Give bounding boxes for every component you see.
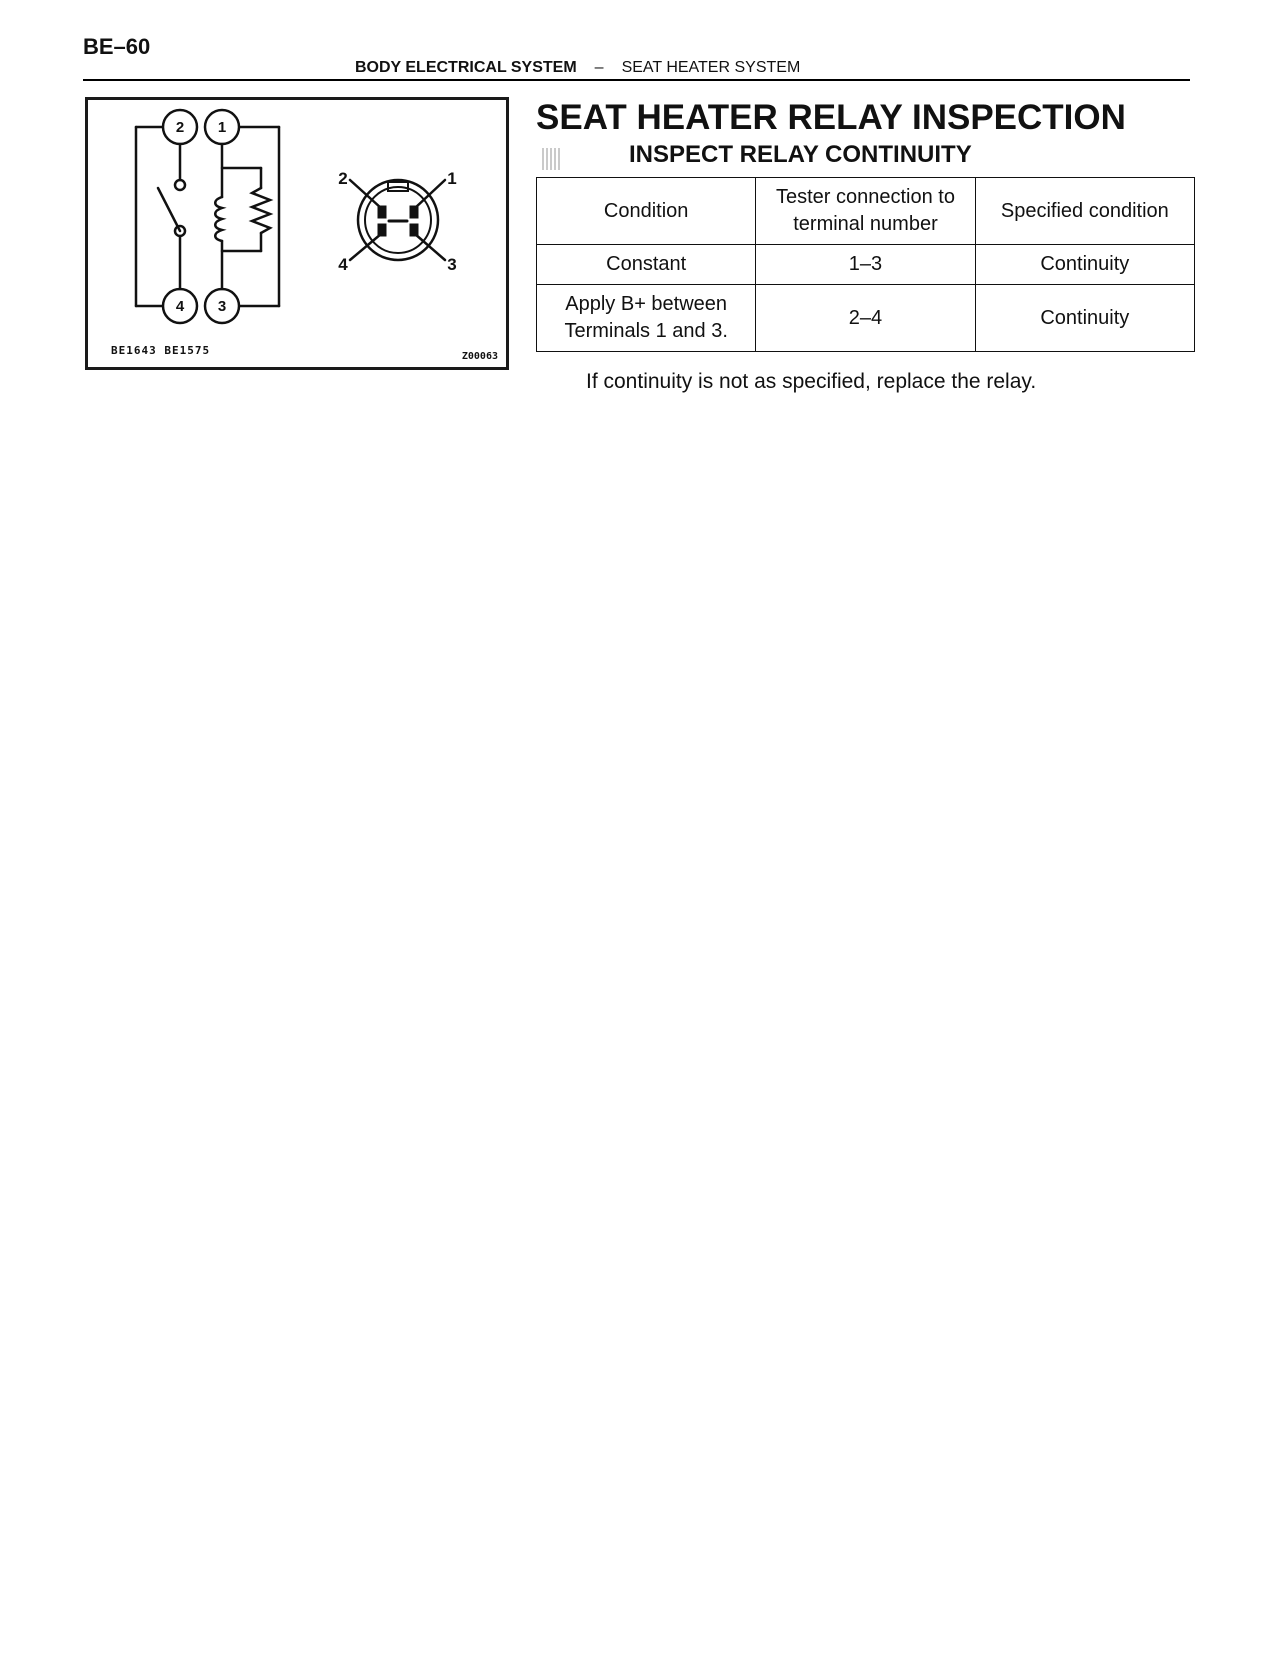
switch-contact-upper [175,180,185,190]
header-separator: – [594,59,604,76]
leader-3 [415,234,445,260]
connector-label-3: 3 [447,255,457,274]
continuity-table [536,177,1195,352]
coil-icon [215,197,222,241]
resistor-icon [252,188,270,233]
page-number: BE–60 [83,34,151,59]
relay-diagram [85,97,509,370]
step-marker [542,148,560,170]
terminal-3-label: 3 [217,298,227,315]
section-subtitle: INSPECT RELAY CONTINUITY [629,141,972,168]
figure-code-left: BE1643 BE1575 [111,344,211,357]
table-header-row [537,178,1195,245]
cell-condition: Constant [537,245,756,285]
header-subsystem: SEAT HEATER SYSTEM [621,59,801,76]
table-row [537,285,1195,352]
header-rule [83,79,1190,81]
connector-label-2: 2 [338,169,348,188]
terminal-4-label: 4 [175,298,185,315]
header-system: BODY ELECTRICAL SYSTEM [355,59,577,76]
cell-condition: Apply B+ between Terminals 1 and 3. [537,285,756,352]
replacement-note: If continuity is not as specified, replace the relay. [586,370,1037,393]
cell-tester-connection: 2–4 [756,285,975,352]
cell-specified-condition: Continuity [975,245,1194,285]
relay-schematic [88,100,506,367]
terminal-2-label: 2 [175,119,185,136]
table-row [537,245,1195,285]
header-tester-connection: Tester connection to terminal number [756,178,975,245]
connector-label-4: 4 [338,255,348,274]
terminal-1-label: 1 [217,119,227,136]
figure-code-right: Z00063 [461,351,498,362]
switch-blade [158,188,180,231]
header-condition: Condition [537,178,756,245]
section-title: SEAT HEATER RELAY INSPECTION [536,98,1126,137]
connector-label-1: 1 [447,169,457,188]
running-header [355,59,800,77]
leader-4 [350,234,381,260]
cell-tester-connection: 1–3 [756,245,975,285]
header-specified-condition: Specified condition [975,178,1194,245]
cell-specified-condition: Continuity [975,285,1194,352]
